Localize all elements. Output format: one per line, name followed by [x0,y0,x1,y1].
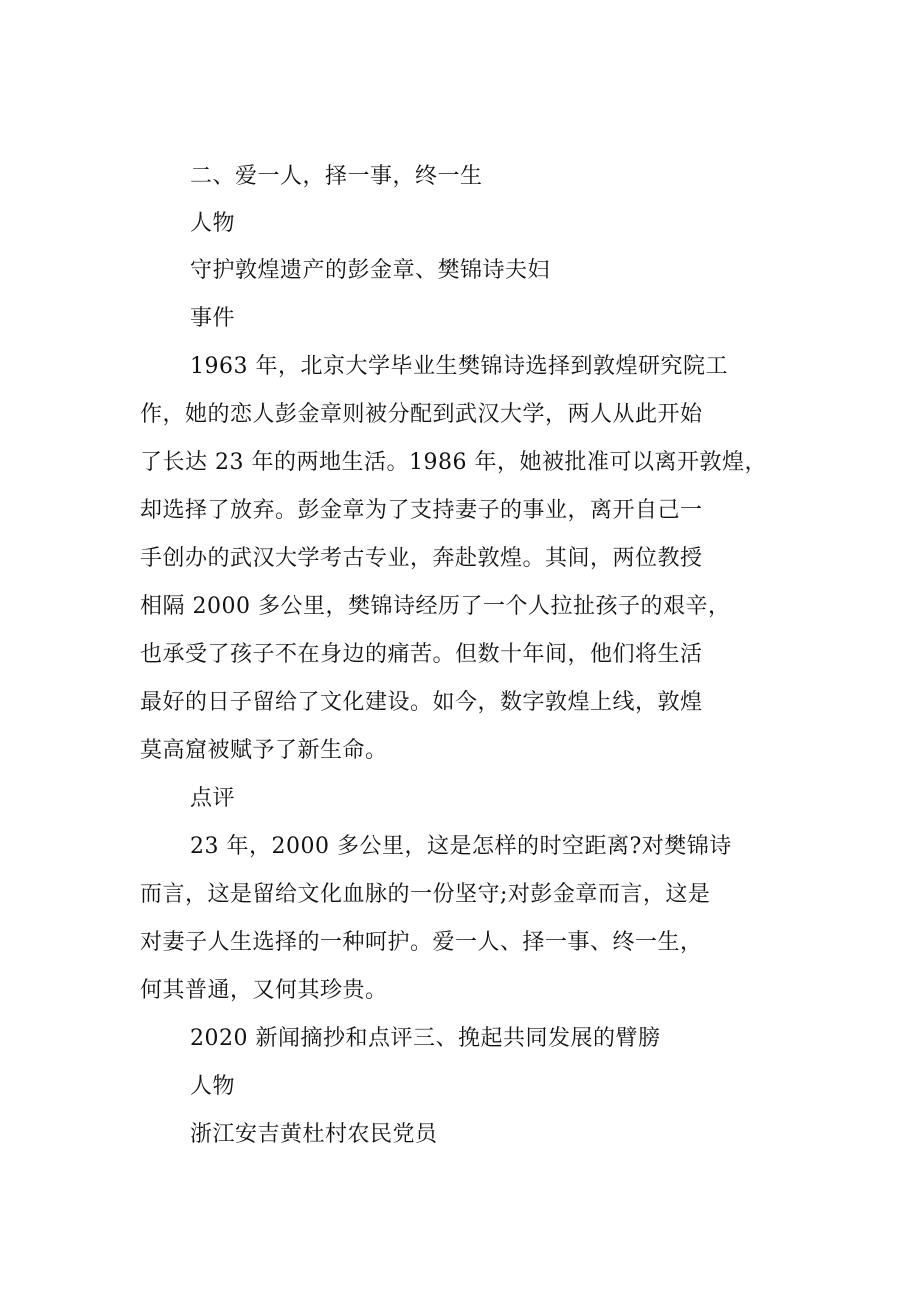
person-text: 浙江安吉黄杜村农民党员 [190,1122,438,1147]
event-paragraph-line: 却选择了放弃。彭金章为了支持妻子的事业，离开自己一 [140,498,703,523]
comment-paragraph-line: 而言，这是留给文化血脉的一份坚守;对彭金章而言，这是 [140,882,711,907]
event-paragraph-line: 相隔 2000 多公里，樊锦诗经历了一个人拉扯孩子的艰辛， [140,594,731,619]
person-text: 守护敦煌遗产的彭金章、樊锦诗夫妇 [190,258,551,283]
event-paragraph-line: 作，她的恋人彭金章则被分配到武汉大学，两人从此开始 [140,402,703,427]
event-paragraph-line: 手创办的武汉大学考古专业，奔赴敦煌。其间，两位教授 [140,546,703,571]
label-event: 事件 [190,306,236,331]
comment-paragraph-line: 何其普通，又何其珍贵。 [140,978,388,1003]
comment-paragraph-line: 对妻子人生选择的一种呵护。爱一人、择一事、终一生， [140,930,703,955]
section-heading: 二、爱一人，择一事，终一生 [190,164,483,189]
label-person: 人物 [190,211,236,236]
section-heading: 2020 新闻摘抄和点评三、挽起共同发展的臂膀 [190,1026,661,1051]
comment-paragraph-line: 23 年，2000 多公里，这是怎样的时空距离?对樊锦诗 [190,834,732,859]
event-paragraph-line: 莫高窟被赋予了新生命。 [140,738,388,763]
event-paragraph-line: 1963 年，北京大学毕业生樊锦诗选择到敦煌研究院工 [190,354,728,379]
event-paragraph-line: 最好的日子留给了文化建设。如今，数字敦煌上线，敦煌 [140,690,703,715]
label-comment: 点评 [190,786,236,811]
event-paragraph-line: 也承受了孩子不在身边的痛苦。但数十年间，他们将生活 [140,642,703,667]
label-person: 人物 [190,1074,236,1099]
event-paragraph-line: 了长达 23 年的两地生活。1986 年，她被批准可以离开敦煌， [140,450,767,475]
